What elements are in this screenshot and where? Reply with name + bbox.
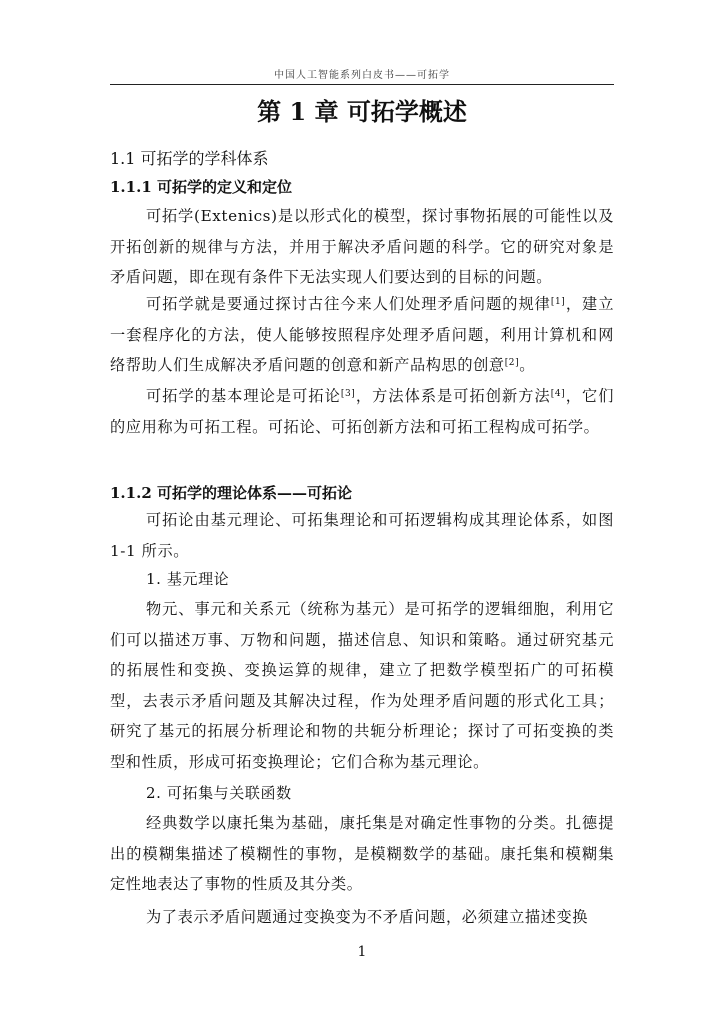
running-header: 中国人工智能系列白皮书——可拓学 bbox=[274, 70, 450, 81]
paragraph-basic-theory-text-b: ，方法体系是可拓创新方法 bbox=[355, 387, 551, 405]
paragraph-program-text-b: ，建立一套程序化的方法，使人能够按照程序处理矛盾问题，利用计算机和网络帮助人们生成解决矛盾问题的创意和新产品构思的创意 bbox=[110, 295, 614, 374]
section-heading-1-1-1: 1.1.1 可拓学的定义和定位 bbox=[110, 178, 292, 196]
paragraph-program-text-a: 可拓学就是要通过探讨古往今来人们处理矛盾问题的规律 bbox=[146, 295, 551, 313]
citation-2: [2] bbox=[504, 358, 520, 368]
paragraph-transformation: 为了表示矛盾问题通过变换变为不矛盾问题，必须建立描述变换 bbox=[146, 908, 589, 926]
page-number: 1 bbox=[357, 944, 367, 960]
paragraph-basic-theory-text-c: ，它们的应用称为可拓工程。可拓论、可拓创新方法和可拓工程构成可拓学。 bbox=[110, 387, 614, 436]
header-rule bbox=[110, 84, 614, 85]
citation-3: [3] bbox=[340, 389, 356, 399]
paragraph-theory-system: 可拓论由基元理论、可拓集理论和可拓逻辑构成其理论体系，如图 1-1 所示。 bbox=[110, 511, 614, 560]
paragraph-basic-theory-text-a: 可拓学的基本理论是可拓论 bbox=[146, 387, 341, 405]
paragraph-program bbox=[110, 289, 614, 381]
section-heading-1-1-2: 1.1.2 可拓学的理论体系——可拓论 bbox=[110, 484, 352, 502]
citation-4: [4] bbox=[550, 389, 566, 399]
paragraph-program-text-c: 。 bbox=[519, 356, 536, 374]
section-heading-1-1: 1.1 可拓学的学科体系 bbox=[110, 149, 269, 168]
chapter-title: 第 1 章 可拓学概述 bbox=[257, 97, 467, 126]
paragraph-basic-theory bbox=[110, 381, 614, 442]
citation-1: [1] bbox=[550, 297, 566, 307]
subheading-extension-set: 2. 可拓集与关联函数 bbox=[146, 784, 292, 802]
paragraph-basic-element-theory: 物元、事元和关系元（统称为基元）是可拓学的逻辑细胞，利用它们可以描述万事、万物和问题，描述信息、知识和策略。通过研究基元的拓展性和变换、变换运算的规律，建立了把数学模型拓广的可拓模型，去表示矛盾问题及其解决过程，作为处理矛盾问题的形式化工具；研究了基元的拓展分析理论和物的共轭分析理论；探讨了可拓变换的类型和性质，形成可拓变换理论；它们合称为基元理论。 bbox=[110, 600, 614, 771]
paragraph-extension-set: 经典数学以康托集为基础，康托集是对确定性事物的分类。扎德提出的模糊集描述了模糊性的事物，是模糊数学的基础。康托集和模糊集定性地表达了事物的性质及其分类。 bbox=[110, 814, 614, 893]
paragraph-definition: 可拓学(Extenics)是以形式化的模型，探讨事物拓展的可能性以及开拓创新的规律与方法，并用于解决矛盾问题的科学。它的研究对象是矛盾问题，即在现有条件下无法实现人们要达到的目标的问题。 bbox=[110, 207, 614, 286]
subheading-basic-element-theory: 1. 基元理论 bbox=[146, 570, 230, 588]
